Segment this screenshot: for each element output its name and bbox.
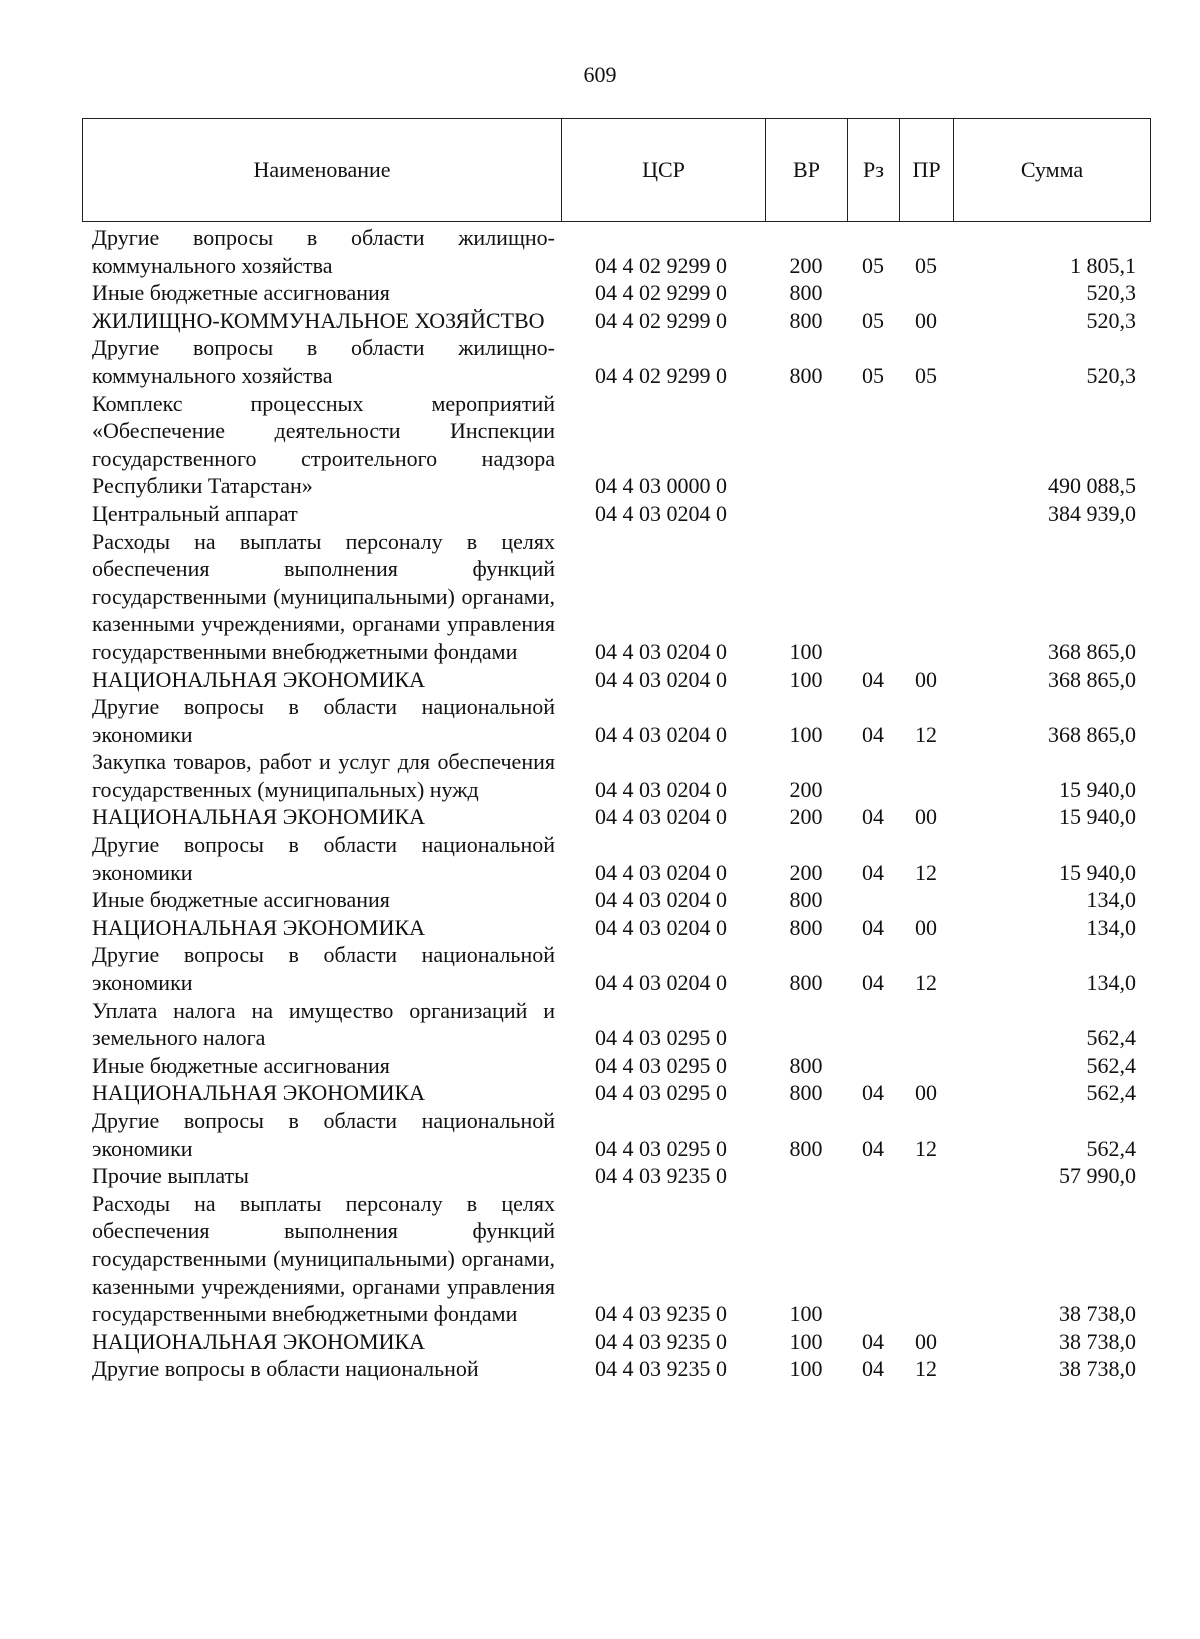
row-vr: 100 xyxy=(789,1356,823,1382)
row-pr: 05 xyxy=(915,362,937,388)
row-vr: 800 xyxy=(789,970,823,996)
row-vr: 800 xyxy=(789,1135,823,1161)
table-row xyxy=(82,831,1150,886)
row-name: Иные бюджетные ассигнования xyxy=(92,1052,390,1078)
row-csr: 04 4 03 0204 0 xyxy=(595,776,727,802)
row-rz: 05 xyxy=(862,307,884,333)
row-vr xyxy=(765,500,847,528)
row-csr: 04 4 03 0295 0 xyxy=(595,1135,727,1161)
row-vr: 100 xyxy=(789,1301,823,1327)
row-rz: 04 xyxy=(862,859,884,885)
table-row xyxy=(82,886,1150,914)
row-sum: 134,0 xyxy=(1086,970,1136,996)
row-rz: 04 xyxy=(862,804,884,830)
table-row xyxy=(82,1190,1150,1328)
row-sum: 15 940,0 xyxy=(1059,859,1136,885)
row-name: Другие вопросы в области национальной экономики xyxy=(92,694,555,747)
row-csr: 04 4 03 0204 0 xyxy=(595,914,727,940)
row-pr: 12 xyxy=(915,1356,937,1382)
row-sum: 490 088,5 xyxy=(1048,473,1136,499)
row-rz xyxy=(847,1162,899,1190)
row-rz: 04 xyxy=(862,1135,884,1161)
row-sum: 134,0 xyxy=(1086,914,1136,940)
table-row xyxy=(82,1052,1150,1080)
row-vr: 800 xyxy=(789,914,823,940)
header-name: Наименование xyxy=(83,119,562,222)
budget-table xyxy=(82,224,1150,1383)
row-name: Другие вопросы в области национальной xyxy=(92,1356,479,1382)
row-sum: 562,4 xyxy=(1086,1052,1136,1078)
row-vr: 800 xyxy=(789,307,823,333)
row-vr xyxy=(765,997,847,1052)
row-rz: 04 xyxy=(862,666,884,692)
row-name: Расходы на выплаты персоналу в целях обеспечения выполнения функций государственными (муниципальными) органами, казенными учреждениями, органами управления государственными внебюджетными фондами xyxy=(92,1190,555,1327)
page-number: 609 xyxy=(583,62,617,87)
row-pr: 12 xyxy=(915,721,937,747)
row-csr: 04 4 03 0204 0 xyxy=(595,804,727,830)
row-csr: 04 4 02 9299 0 xyxy=(595,252,727,278)
header-vr: ВР xyxy=(766,119,848,222)
table-row xyxy=(82,307,1150,335)
row-vr: 100 xyxy=(789,721,823,747)
row-sum: 520,3 xyxy=(1086,307,1136,333)
table-row xyxy=(82,666,1150,694)
row-csr: 04 4 02 9299 0 xyxy=(595,362,727,388)
row-name: Закупка товаров, работ и услуг для обеспечения государственных (муниципальных) нужд xyxy=(92,749,555,802)
row-sum: 368 865,0 xyxy=(1048,638,1136,664)
row-rz: 04 xyxy=(862,1328,884,1354)
row-rz xyxy=(847,1190,899,1328)
row-vr: 200 xyxy=(789,804,823,830)
row-pr: 12 xyxy=(915,1135,937,1161)
row-rz xyxy=(847,528,899,666)
row-pr xyxy=(899,279,953,307)
row-rz xyxy=(847,279,899,307)
row-rz: 05 xyxy=(862,362,884,388)
row-name: Иные бюджетные ассигнования xyxy=(92,280,390,306)
row-sum: 38 738,0 xyxy=(1059,1328,1136,1354)
row-pr xyxy=(899,1162,953,1190)
row-pr xyxy=(899,748,953,803)
row-pr xyxy=(899,500,953,528)
row-name: НАЦИОНАЛЬНАЯ ЭКОНОМИКА xyxy=(92,1328,426,1354)
row-csr: 04 4 03 0295 0 xyxy=(595,1025,727,1051)
row-pr: 00 xyxy=(915,804,937,830)
row-rz: 04 xyxy=(862,970,884,996)
row-name: Комплекс процессных мероприятий «Обеспечение деятельности Инспекции государственного строительного надзора Республики Татарстан» xyxy=(92,390,555,499)
row-sum: 57 990,0 xyxy=(1059,1163,1136,1189)
row-vr: 800 xyxy=(789,1080,823,1106)
row-sum: 384 939,0 xyxy=(1048,500,1136,526)
table-row xyxy=(82,941,1150,996)
row-rz: 04 xyxy=(862,914,884,940)
row-vr: 100 xyxy=(789,1328,823,1354)
row-csr: 04 4 03 9235 0 xyxy=(595,1328,727,1354)
row-rz: 04 xyxy=(862,721,884,747)
row-name: НАЦИОНАЛЬНАЯ ЭКОНОМИКА xyxy=(92,666,426,692)
row-csr: 04 4 03 0000 0 xyxy=(595,473,727,499)
table-row xyxy=(82,1107,1150,1162)
row-pr: 00 xyxy=(915,666,937,692)
row-rz: 05 xyxy=(862,252,884,278)
row-vr: 800 xyxy=(789,887,823,913)
row-name: Уплата налога на имущество организаций и земельного налога xyxy=(92,997,555,1051)
table-header xyxy=(82,118,1151,222)
header-csr: ЦСР xyxy=(562,119,766,222)
row-name: Другие вопросы в области жилищно-коммунального хозяйства xyxy=(92,225,555,278)
row-csr: 04 4 03 0204 0 xyxy=(595,859,727,885)
table-row xyxy=(82,334,1150,389)
row-rz xyxy=(847,500,899,528)
table-row xyxy=(82,279,1150,307)
row-rz: 04 xyxy=(862,1356,884,1382)
header-pr: ПР xyxy=(900,119,954,222)
row-name: Иные бюджетные ассигнования xyxy=(92,887,390,913)
row-csr: 04 4 03 0204 0 xyxy=(595,638,727,664)
row-name: Расходы на выплаты персоналу в целях обеспечения выполнения функций государственными (муниципальными) органами, казенными учреждениями, органами управления государственными внебюджетными фондами xyxy=(92,528,555,664)
table-row xyxy=(82,693,1150,748)
row-name: НАЦИОНАЛЬНАЯ ЭКОНОМИКА xyxy=(92,1080,426,1106)
row-csr: 04 4 03 0204 0 xyxy=(595,970,727,996)
row-rz xyxy=(847,390,899,500)
row-sum: 368 865,0 xyxy=(1048,666,1136,692)
row-pr: 00 xyxy=(915,914,937,940)
row-csr: 04 4 02 9299 0 xyxy=(595,307,727,333)
row-vr xyxy=(765,390,847,500)
row-sum: 1 805,1 xyxy=(1070,252,1136,278)
row-sum: 562,4 xyxy=(1086,1135,1136,1161)
row-pr: 12 xyxy=(915,859,937,885)
row-pr: 00 xyxy=(915,307,937,333)
row-vr: 800 xyxy=(789,1052,823,1078)
row-csr: 04 4 03 0204 0 xyxy=(595,887,727,913)
table-row xyxy=(82,390,1150,500)
row-rz xyxy=(847,997,899,1052)
row-vr: 200 xyxy=(789,776,823,802)
row-vr: 100 xyxy=(789,666,823,692)
row-rz: 04 xyxy=(862,1080,884,1106)
row-rz xyxy=(847,748,899,803)
row-sum: 38 738,0 xyxy=(1059,1356,1136,1382)
row-csr: 04 4 03 9235 0 xyxy=(595,1163,727,1189)
row-csr: 04 4 02 9299 0 xyxy=(595,280,727,306)
row-sum: 15 940,0 xyxy=(1059,804,1136,830)
table-row xyxy=(82,997,1150,1052)
row-csr: 04 4 03 0204 0 xyxy=(595,666,727,692)
row-csr: 04 4 03 0295 0 xyxy=(595,1052,727,1078)
row-pr: 12 xyxy=(915,970,937,996)
row-rz xyxy=(847,886,899,914)
row-sum: 368 865,0 xyxy=(1048,721,1136,747)
row-pr xyxy=(899,390,953,500)
table-row xyxy=(82,1162,1150,1190)
row-pr xyxy=(899,997,953,1052)
row-name: Прочие выплаты xyxy=(92,1163,249,1189)
row-pr xyxy=(899,1052,953,1080)
row-name: Центральный аппарат xyxy=(92,500,298,526)
row-pr xyxy=(899,886,953,914)
table-row xyxy=(82,1355,1150,1383)
table-row xyxy=(82,803,1150,831)
row-pr: 05 xyxy=(915,252,937,278)
header-sum: Сумма xyxy=(954,119,1151,222)
row-pr xyxy=(899,1190,953,1328)
table-row xyxy=(82,748,1150,803)
table-row xyxy=(82,224,1150,279)
row-name: Другие вопросы в области национальной экономики xyxy=(92,942,555,996)
table-row xyxy=(82,1328,1150,1356)
row-csr: 04 4 03 9235 0 xyxy=(595,1301,727,1327)
row-sum: 134,0 xyxy=(1086,887,1136,913)
row-vr: 200 xyxy=(789,252,823,278)
row-sum: 562,4 xyxy=(1086,1080,1136,1106)
row-pr xyxy=(899,528,953,666)
row-sum: 15 940,0 xyxy=(1059,776,1136,802)
row-vr: 100 xyxy=(789,638,823,664)
row-sum: 520,3 xyxy=(1086,362,1136,388)
row-csr: 04 4 03 0204 0 xyxy=(595,721,727,747)
table-row xyxy=(82,1079,1150,1107)
row-name: Другие вопросы в области жилищно-коммунального хозяйства xyxy=(92,335,555,388)
table-row xyxy=(82,500,1150,528)
row-name: Другие вопросы в области национальной экономики xyxy=(92,1108,555,1161)
row-csr: 04 4 03 0204 0 xyxy=(595,500,727,526)
row-csr: 04 4 03 9235 0 xyxy=(595,1356,727,1382)
row-sum: 520,3 xyxy=(1086,280,1136,306)
row-sum: 38 738,0 xyxy=(1059,1301,1136,1327)
row-name: НАЦИОНАЛЬНАЯ ЭКОНОМИКА xyxy=(92,914,426,940)
row-name: ЖИЛИЩНО-КОММУНАЛЬНОЕ ХОЗЯЙСТВО xyxy=(92,307,545,333)
table-row xyxy=(82,528,1150,666)
table-row xyxy=(82,914,1150,942)
row-vr: 800 xyxy=(789,362,823,388)
row-vr: 800 xyxy=(789,280,823,306)
row-pr: 00 xyxy=(915,1080,937,1106)
row-sum: 562,4 xyxy=(1086,1025,1136,1051)
row-pr: 00 xyxy=(915,1328,937,1354)
row-vr: 200 xyxy=(789,859,823,885)
row-vr xyxy=(765,1162,847,1190)
row-name: НАЦИОНАЛЬНАЯ ЭКОНОМИКА xyxy=(92,804,426,830)
row-rz xyxy=(847,1052,899,1080)
header-rz: Рз xyxy=(848,119,900,222)
row-name: Другие вопросы в области национальной экономики xyxy=(92,832,555,885)
row-csr: 04 4 03 0295 0 xyxy=(595,1080,727,1106)
